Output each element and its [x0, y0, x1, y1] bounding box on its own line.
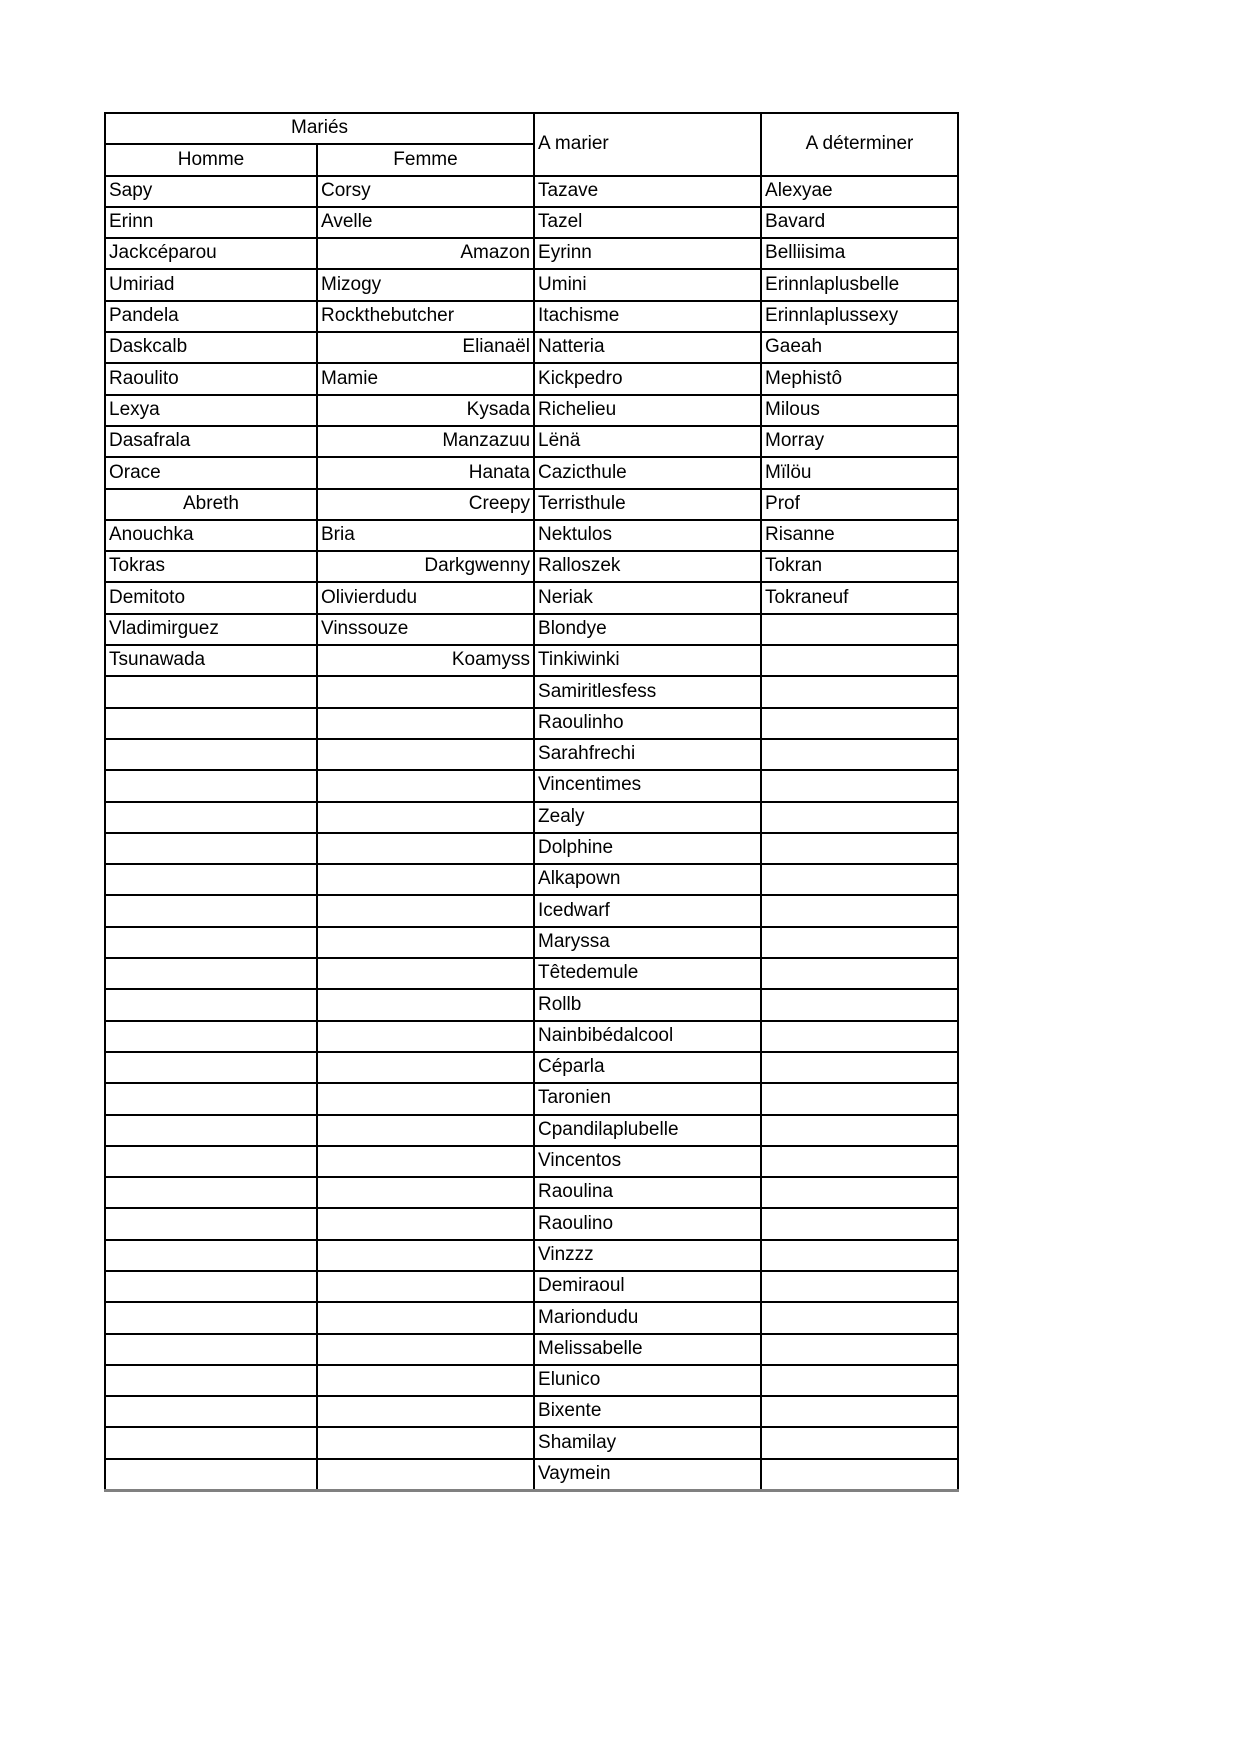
- table-row: [105, 395, 958, 426]
- cell-homme: [105, 1427, 317, 1458]
- cell-homme: [105, 1271, 317, 1302]
- cell-a-determiner: [761, 1459, 958, 1490]
- cell-homme: [105, 1146, 317, 1177]
- table-row: [105, 1459, 958, 1490]
- cell-homme: [105, 1302, 317, 1333]
- table-row: [105, 958, 958, 989]
- cell-femme: Elianaël: [317, 332, 534, 363]
- cell-a-determiner: [761, 1208, 958, 1239]
- cell-femme: Amazon: [317, 238, 534, 269]
- cell-homme: [105, 895, 317, 926]
- cell-homme: [105, 802, 317, 833]
- cell-a-determiner: [761, 989, 958, 1020]
- header-maries: Mariés: [105, 113, 534, 144]
- table-row: [105, 551, 958, 582]
- cell-homme: [105, 1021, 317, 1052]
- cell-a-determiner: Erinnlaplusbelle: [761, 269, 958, 300]
- table-row: [105, 927, 958, 958]
- cell-a-determiner: [761, 676, 958, 707]
- table-row: [105, 1427, 958, 1458]
- cell-homme: Pandela: [105, 301, 317, 332]
- cell-femme: [317, 1271, 534, 1302]
- cell-a-marier: Mariondudu: [534, 1302, 761, 1333]
- cell-a-marier: Neriak: [534, 582, 761, 613]
- cell-a-determiner: [761, 1083, 958, 1114]
- cell-femme: Creepy: [317, 489, 534, 520]
- cell-a-marier: Rollb: [534, 989, 761, 1020]
- table-row: [105, 1334, 958, 1365]
- header-row-group: [105, 113, 958, 144]
- cell-homme: [105, 958, 317, 989]
- cell-homme: Tsunawada: [105, 645, 317, 676]
- cell-homme: [105, 770, 317, 801]
- cell-a-marier: Umini: [534, 269, 761, 300]
- cell-homme: Daskcalb: [105, 332, 317, 363]
- table-row: [105, 1021, 958, 1052]
- cell-homme: Tokras: [105, 551, 317, 582]
- cell-a-determiner: [761, 1365, 958, 1396]
- table-row: [105, 989, 958, 1020]
- table-row: [105, 269, 958, 300]
- table-row: [105, 489, 958, 520]
- cell-a-marier: Nektulos: [534, 520, 761, 551]
- cell-a-marier: Têtedemule: [534, 958, 761, 989]
- cell-a-determiner: Mephistô: [761, 363, 958, 394]
- header-a-marier: A marier: [534, 113, 761, 176]
- cell-a-determiner: [761, 614, 958, 645]
- cell-homme: [105, 1208, 317, 1239]
- cell-a-determiner: [761, 927, 958, 958]
- cell-a-marier: Eyrinn: [534, 238, 761, 269]
- cell-a-marier: Raoulinho: [534, 708, 761, 739]
- cell-a-determiner: [761, 1240, 958, 1271]
- cell-a-determiner: [761, 1146, 958, 1177]
- cell-a-determiner: [761, 958, 958, 989]
- cell-femme: Mamie: [317, 363, 534, 394]
- cell-a-marier: Kickpedro: [534, 363, 761, 394]
- table-row: [105, 426, 958, 457]
- cell-homme: Umiriad: [105, 269, 317, 300]
- header-homme: Homme: [105, 144, 317, 175]
- cell-homme: Orace: [105, 457, 317, 488]
- cell-femme: [317, 802, 534, 833]
- table-row: [105, 332, 958, 363]
- cell-femme: Hanata: [317, 457, 534, 488]
- cell-femme: Rockthebutcher: [317, 301, 534, 332]
- cell-homme: [105, 739, 317, 770]
- cell-homme: Raoulito: [105, 363, 317, 394]
- table-row: [105, 1115, 958, 1146]
- cell-homme: [105, 833, 317, 864]
- cell-femme: [317, 1396, 534, 1427]
- cell-femme: Kysada: [317, 395, 534, 426]
- cell-a-marier: Nainbibédalcool: [534, 1021, 761, 1052]
- table-row: [105, 1146, 958, 1177]
- cell-homme: Dasafrala: [105, 426, 317, 457]
- cell-a-determiner: Alexyae: [761, 176, 958, 207]
- cell-homme: [105, 1177, 317, 1208]
- table-row: [105, 1083, 958, 1114]
- table-row: [105, 238, 958, 269]
- table-row: [105, 676, 958, 707]
- cell-a-determiner: Belliisima: [761, 238, 958, 269]
- cell-femme: [317, 1115, 534, 1146]
- cell-a-determiner: Tokran: [761, 551, 958, 582]
- cell-femme: [317, 1459, 534, 1490]
- cell-a-marier: Bixente: [534, 1396, 761, 1427]
- cell-homme: [105, 989, 317, 1020]
- table-row: [105, 582, 958, 613]
- table-row: [105, 1396, 958, 1427]
- cell-a-marier: Vinzzz: [534, 1240, 761, 1271]
- cell-homme: Sapy: [105, 176, 317, 207]
- cell-homme: [105, 1365, 317, 1396]
- header-femme: Femme: [317, 144, 534, 175]
- table-row: [105, 1302, 958, 1333]
- cell-a-determiner: [761, 1177, 958, 1208]
- cell-femme: Mizogy: [317, 269, 534, 300]
- cell-a-marier: Natteria: [534, 332, 761, 363]
- cell-a-determiner: Gaeah: [761, 332, 958, 363]
- table-row: [105, 520, 958, 551]
- cell-a-marier: Alkapown: [534, 864, 761, 895]
- cell-a-determiner: [761, 1427, 958, 1458]
- cell-a-determiner: Tokraneuf: [761, 582, 958, 613]
- cell-a-marier: Tinkiwinki: [534, 645, 761, 676]
- cell-a-determiner: [761, 802, 958, 833]
- table-row: [105, 614, 958, 645]
- cell-homme: [105, 1083, 317, 1114]
- cell-femme: [317, 1427, 534, 1458]
- names-table: [104, 112, 959, 1492]
- cell-homme: Erinn: [105, 207, 317, 238]
- cell-a-marier: Tazel: [534, 207, 761, 238]
- table-row: [105, 895, 958, 926]
- cell-femme: [317, 1334, 534, 1365]
- cell-femme: [317, 1365, 534, 1396]
- cell-a-marier: Sarahfrechi: [534, 739, 761, 770]
- table-row: [105, 1208, 958, 1239]
- cell-a-marier: Raoulino: [534, 1208, 761, 1239]
- cell-a-determiner: Risanne: [761, 520, 958, 551]
- cell-a-marier: Icedwarf: [534, 895, 761, 926]
- cell-femme: [317, 927, 534, 958]
- cell-homme: [105, 676, 317, 707]
- cell-a-determiner: [761, 1302, 958, 1333]
- cell-femme: [317, 895, 534, 926]
- header-a-determiner: A déterminer: [761, 113, 958, 176]
- cell-a-marier: Taronien: [534, 1083, 761, 1114]
- cell-a-marier: Terristhule: [534, 489, 761, 520]
- cell-femme: [317, 1021, 534, 1052]
- cell-femme: [317, 1240, 534, 1271]
- cell-a-marier: Céparla: [534, 1052, 761, 1083]
- cell-femme: [317, 1052, 534, 1083]
- cell-a-determiner: [761, 1052, 958, 1083]
- cell-homme: [105, 708, 317, 739]
- cell-homme: [105, 927, 317, 958]
- cell-a-marier: Itachisme: [534, 301, 761, 332]
- cell-femme: [317, 770, 534, 801]
- cell-femme: [317, 739, 534, 770]
- cell-a-determiner: [761, 645, 958, 676]
- cell-femme: [317, 989, 534, 1020]
- cell-homme: [105, 1459, 317, 1490]
- cell-a-marier: Raoulina: [534, 1177, 761, 1208]
- cell-femme: [317, 958, 534, 989]
- cell-a-determiner: Morray: [761, 426, 958, 457]
- table-row: [105, 770, 958, 801]
- cell-a-marier: Lënä: [534, 426, 761, 457]
- table-row: [105, 645, 958, 676]
- table-row: [105, 739, 958, 770]
- cell-homme: Abreth: [105, 489, 317, 520]
- cell-femme: Corsy: [317, 176, 534, 207]
- cell-a-determiner: Prof: [761, 489, 958, 520]
- cell-femme: [317, 1177, 534, 1208]
- cell-femme: [317, 864, 534, 895]
- cell-femme: Manzazuu: [317, 426, 534, 457]
- cell-a-determiner: Bavard: [761, 207, 958, 238]
- table-row: [105, 1365, 958, 1396]
- table-row: [105, 363, 958, 394]
- table-row: [105, 457, 958, 488]
- cell-a-determiner: [761, 1115, 958, 1146]
- cell-femme: Olivierdudu: [317, 582, 534, 613]
- cell-a-determiner: Erinnlaplussexy: [761, 301, 958, 332]
- cell-a-marier: Melissabelle: [534, 1334, 761, 1365]
- cell-homme: [105, 1115, 317, 1146]
- cell-femme: Bria: [317, 520, 534, 551]
- table-row: [105, 176, 958, 207]
- cell-a-marier: Vincentos: [534, 1146, 761, 1177]
- table-row: [105, 301, 958, 332]
- cell-a-marier: Cpandilaplubelle: [534, 1115, 761, 1146]
- cell-a-determiner: [761, 770, 958, 801]
- cell-homme: Vladimirguez: [105, 614, 317, 645]
- cell-a-marier: Zealy: [534, 802, 761, 833]
- cell-homme: Lexya: [105, 395, 317, 426]
- cell-a-marier: Elunico: [534, 1365, 761, 1396]
- table-row: [105, 1177, 958, 1208]
- table-row: [105, 833, 958, 864]
- cell-homme: [105, 1334, 317, 1365]
- cell-a-determiner: [761, 895, 958, 926]
- cell-a-determiner: [761, 864, 958, 895]
- cell-femme: [317, 676, 534, 707]
- cell-a-marier: Blondye: [534, 614, 761, 645]
- cell-a-determiner: [761, 739, 958, 770]
- table-row: [105, 802, 958, 833]
- cell-femme: [317, 1208, 534, 1239]
- cell-femme: [317, 1302, 534, 1333]
- table-row: [105, 1052, 958, 1083]
- cell-a-marier: Demiraoul: [534, 1271, 761, 1302]
- cell-a-determiner: [761, 1396, 958, 1427]
- cell-a-marier: Cazicthule: [534, 457, 761, 488]
- cell-a-marier: Vaymein: [534, 1459, 761, 1490]
- cell-a-determiner: [761, 1271, 958, 1302]
- cell-a-marier: Maryssa: [534, 927, 761, 958]
- cell-femme: [317, 1146, 534, 1177]
- cell-a-determiner: [761, 1021, 958, 1052]
- cell-a-marier: Vincentimes: [534, 770, 761, 801]
- cell-femme: Avelle: [317, 207, 534, 238]
- cell-femme: Koamyss: [317, 645, 534, 676]
- cell-femme: Vinssouze: [317, 614, 534, 645]
- cell-homme: Demitoto: [105, 582, 317, 613]
- table-row: [105, 1271, 958, 1302]
- table-row: [105, 708, 958, 739]
- table-row: [105, 864, 958, 895]
- cell-a-marier: Samiritlesfess: [534, 676, 761, 707]
- cell-a-determiner: Milous: [761, 395, 958, 426]
- cell-a-marier: Tazave: [534, 176, 761, 207]
- cell-a-determiner: [761, 833, 958, 864]
- table-row: [105, 1240, 958, 1271]
- cell-a-marier: Dolphine: [534, 833, 761, 864]
- cell-a-marier: Shamilay: [534, 1427, 761, 1458]
- cell-a-determiner: [761, 1334, 958, 1365]
- cell-homme: [105, 1240, 317, 1271]
- cell-homme: Jackcéparou: [105, 238, 317, 269]
- cell-homme: [105, 1396, 317, 1427]
- cell-homme: [105, 1052, 317, 1083]
- cell-femme: Darkgwenny: [317, 551, 534, 582]
- cell-a-marier: Ralloszek: [534, 551, 761, 582]
- cell-femme: [317, 708, 534, 739]
- cell-a-marier: Richelieu: [534, 395, 761, 426]
- cell-femme: [317, 1083, 534, 1114]
- table-container: [104, 112, 959, 1492]
- cell-homme: [105, 864, 317, 895]
- cell-a-determiner: Mïlöu: [761, 457, 958, 488]
- table-row: [105, 207, 958, 238]
- cell-a-determiner: [761, 708, 958, 739]
- cell-homme: Anouchka: [105, 520, 317, 551]
- cell-femme: [317, 833, 534, 864]
